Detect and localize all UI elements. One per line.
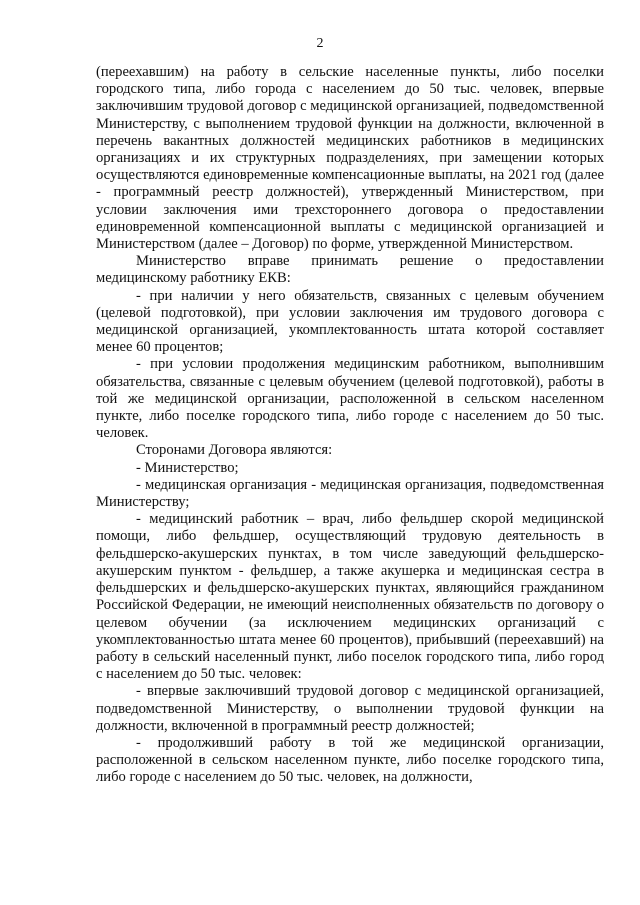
paragraph-parties-heading: Сторонами Договора являются:: [136, 442, 333, 459]
document-body: [96, 64, 604, 787]
paragraph-worker-continued-work: - продолживший работу в той же медицинской организации, расположенной в сельском населенном пункте, либо поселке городского типа, либо городе с населением до 50 тыс. человек, на должности,: [96, 734, 604, 786]
page-number: 2: [316, 36, 324, 51]
paragraph-condition-continued-work: - при условии продолжения медицинским работником, выполнившим обязательства, связанные с целевым обучением (целевой подготовкой), работы в той же медицинской организации, расположенной в сельском населенном пункте, либо поселке городского типа, либо городе с населением до 50 тыс. человек.: [96, 356, 604, 442]
paragraph-condition-targeted-training: - при наличии у него обязательств, связанных с целевым обучением (целевой подготовкой), при условии заключения им трудового договора с медицинской организацией, укомплектованность штата которой составляет менее 60 процентов;: [96, 287, 604, 356]
paragraph-party-medical-organization: - медицинская организация - медицинская организация, подведомственная Министерству;: [96, 476, 604, 511]
paragraph-party-medical-worker: - медицинский работник – врач, либо фельдшер скорой медицинской помощи, либо фельдшер, осуществляющий трудовую деятельность в фельдшерско-акушерских пунктах, в том числе заведующий фельдшерско-акушерским пунктом - фельдшер, а также акушерка и медицинская сестра в фельдшерских и фельдшерско-акушерских пунктах, являющийся гражданином Российской Федерации, не имеющий неисполненных обязательств по договору о целевом обучении (за исключением медицинских организаций с укомплектованностью штата менее 60 процентов), прибывший (переехавший) на работу в сельский населенный пункт, либо поселок городского типа, либо город с населением до 50 тыс. человек:: [96, 511, 604, 683]
paragraph-party-ministry: - Министерство;: [136, 459, 239, 476]
paragraph-ministry-right: Министерство вправе принимать решение о предоставлении медицинскому работнику ЕКВ:: [96, 253, 604, 287]
paragraph-compensation-recipients: (переехавшим) на работу в сельские населенные пункты, либо поселки городского типа, либо города с населением до 50 тыс. человек, впервые заключившим трудовой договор с медицинской организацией, подведомственной Министерству, с выполнением трудовой функции на должности, включенной в перечень вакантных должностей медицинских работников в медицинских организациях и их структурных подразделениях, при замещении которых осуществляются единовременные компенсационные выплаты, на 2021 год (далее - программный реестр должностей), утвержденный Министерством, при условии заключения ими трехстороннего договора о предоставлении единовременной компенсационной выплаты с медицинской организацией и Министерством (далее – Договор) по форме, утвержденной Министерством.: [96, 64, 604, 253]
paragraph-worker-first-contract: - впервые заключивший трудовой договор с медицинской организацией, подведомственной Министерству, о выполнении трудовой функции на должности, включенной в программный реестр должностей;: [96, 683, 604, 734]
